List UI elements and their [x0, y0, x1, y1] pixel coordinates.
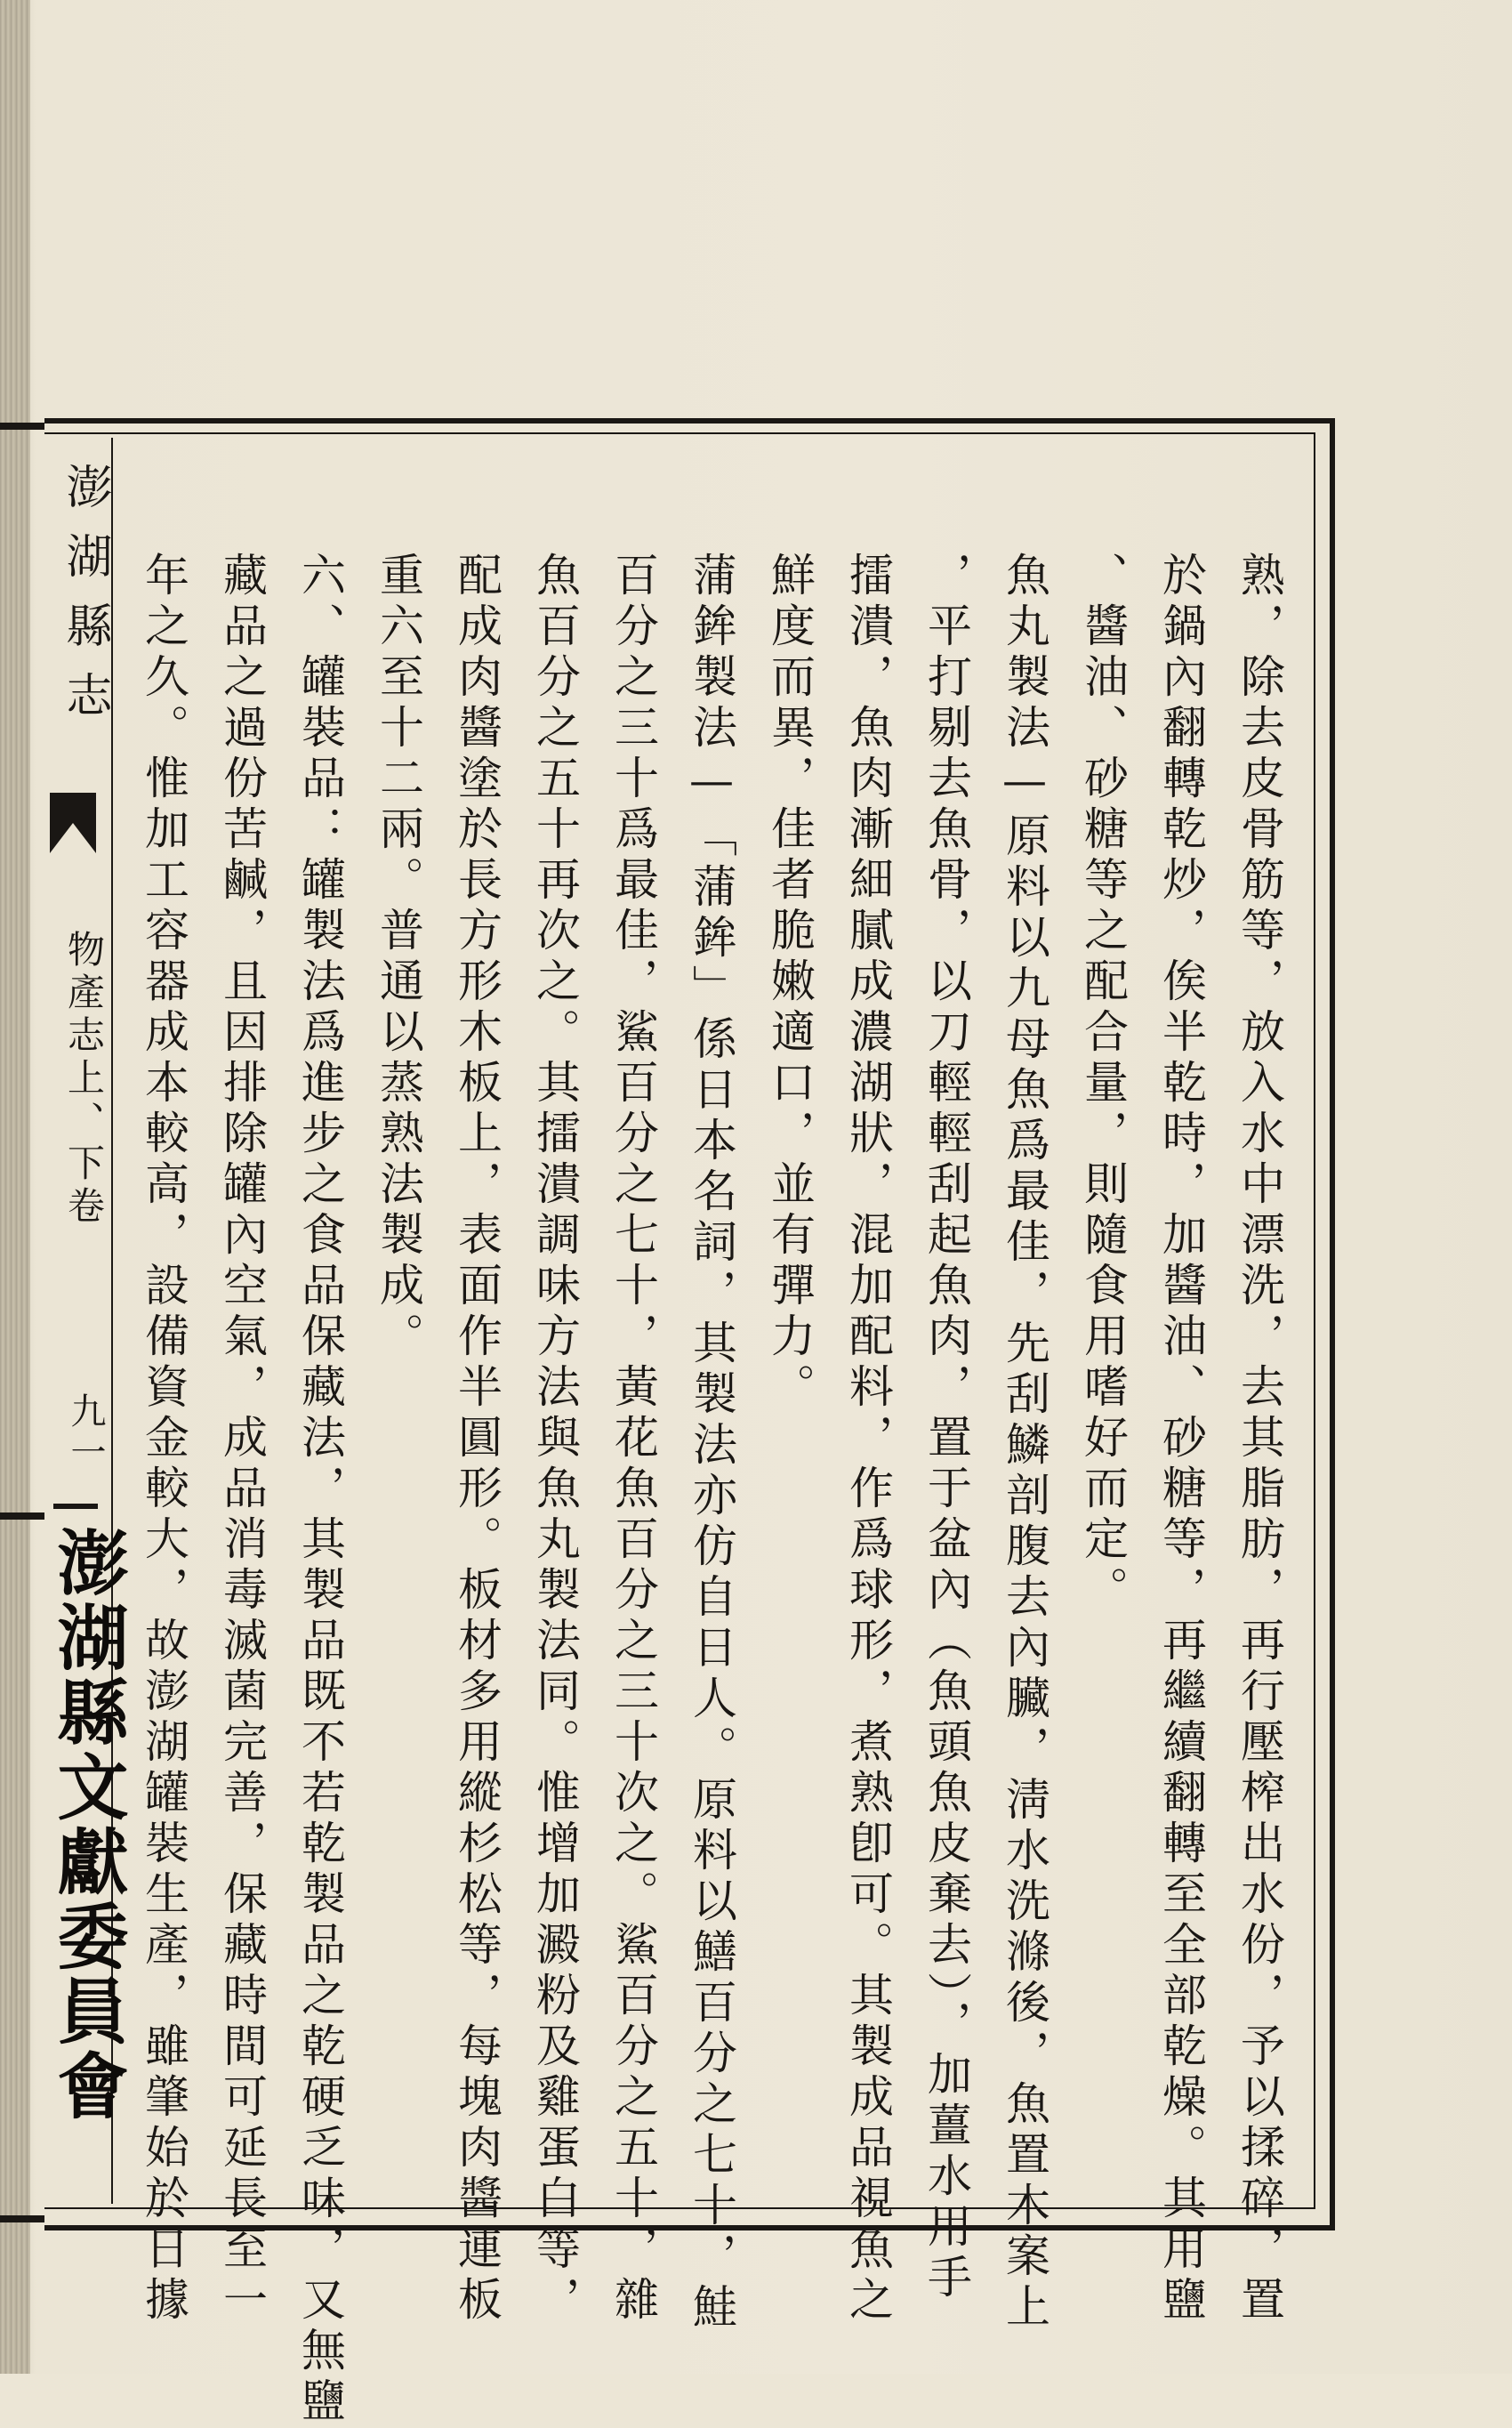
page-number: 九一 — [65, 1392, 106, 1474]
frame-top-extension — [0, 423, 44, 430]
publisher-divider — [53, 1504, 98, 1509]
section-title: 物產志上、下卷 — [62, 930, 106, 1229]
text-column: 六、罐裝品：罐製法爲進步之食品保藏法，其製品既不若乾製品之乾硬乏味，又無鹽 — [294, 552, 346, 2428]
text-column: 魚百分之五十再次之。其擂潰調味方法與魚丸製法同。惟增加澱粉及雞蛋白等， — [529, 552, 581, 2327]
fishtail-mark-icon — [46, 787, 100, 859]
text-column: 百分之三十爲最佳，鯊百分之七十，黃花魚百分之三十次之。鯊百分之五十，雜 — [607, 552, 659, 2327]
text-column: 藏品之過份苦鹹，且因排除罐內空氣，成品消毒滅菌完善，保藏時間可延長至一 — [216, 552, 268, 2327]
book-title: 澎湖縣志 — [58, 463, 111, 740]
text-column: 蒲鉾製法—「蒲鉾」係日本名詞，其製法亦仿自日人。原料以鱔百分之七十，鮭 — [686, 552, 737, 2334]
text-column: 熟，除去皮骨筋等，放入水中漂洗，去其脂肪，再行壓榨出水份，予以揉碎，置 — [1234, 552, 1285, 2327]
text-column: 擂潰，魚肉漸細膩成濃湖狀，混加配料，作爲球形，煮熟卽可。其製成品視魚之 — [842, 552, 894, 2327]
text-column: 重六至十二兩。普通以蒸熟法製成。 — [373, 552, 424, 1363]
frame-bottom-extension — [0, 2215, 44, 2222]
text-column: 配成肉醬塗於長方形木板上，表面作半圓形。板材多用縱杉松等，每塊肉醬連板 — [451, 552, 503, 2327]
body-text — [125, 552, 1299, 2428]
text-column: 、醬油、砂糖等之配合量，則隨食用嗜好而定。 — [1077, 552, 1129, 1617]
text-column: ，平打剔去魚骨，以刀輕輕刮起魚肉，置于盆內（魚頭魚皮棄去），加薑水用手 — [921, 552, 972, 2304]
text-column: 鮮度而異，佳者脆嫩適口，並有彈力。 — [764, 552, 816, 1414]
book-binding-edge — [0, 0, 30, 2374]
text-column: 魚丸製法—原料以九母魚爲最佳，先刮鱗剖腹去內臟，淸水洗滌後，魚置木案上 — [999, 552, 1050, 2334]
margin-bar — [0, 1512, 44, 1520]
publisher-name: 澎湖縣文獻委員會 — [45, 1526, 128, 2124]
text-column: 年之久。惟加工容器成本較高，設備資金較大，故澎湖罐裝生產，雖肇始於日據 — [138, 552, 189, 2327]
text-column: 於鍋內翻轉乾炒，俟半乾時，加醬油、砂糖等，再繼續翻轉至全部乾燥。其用鹽 — [1155, 552, 1207, 2327]
